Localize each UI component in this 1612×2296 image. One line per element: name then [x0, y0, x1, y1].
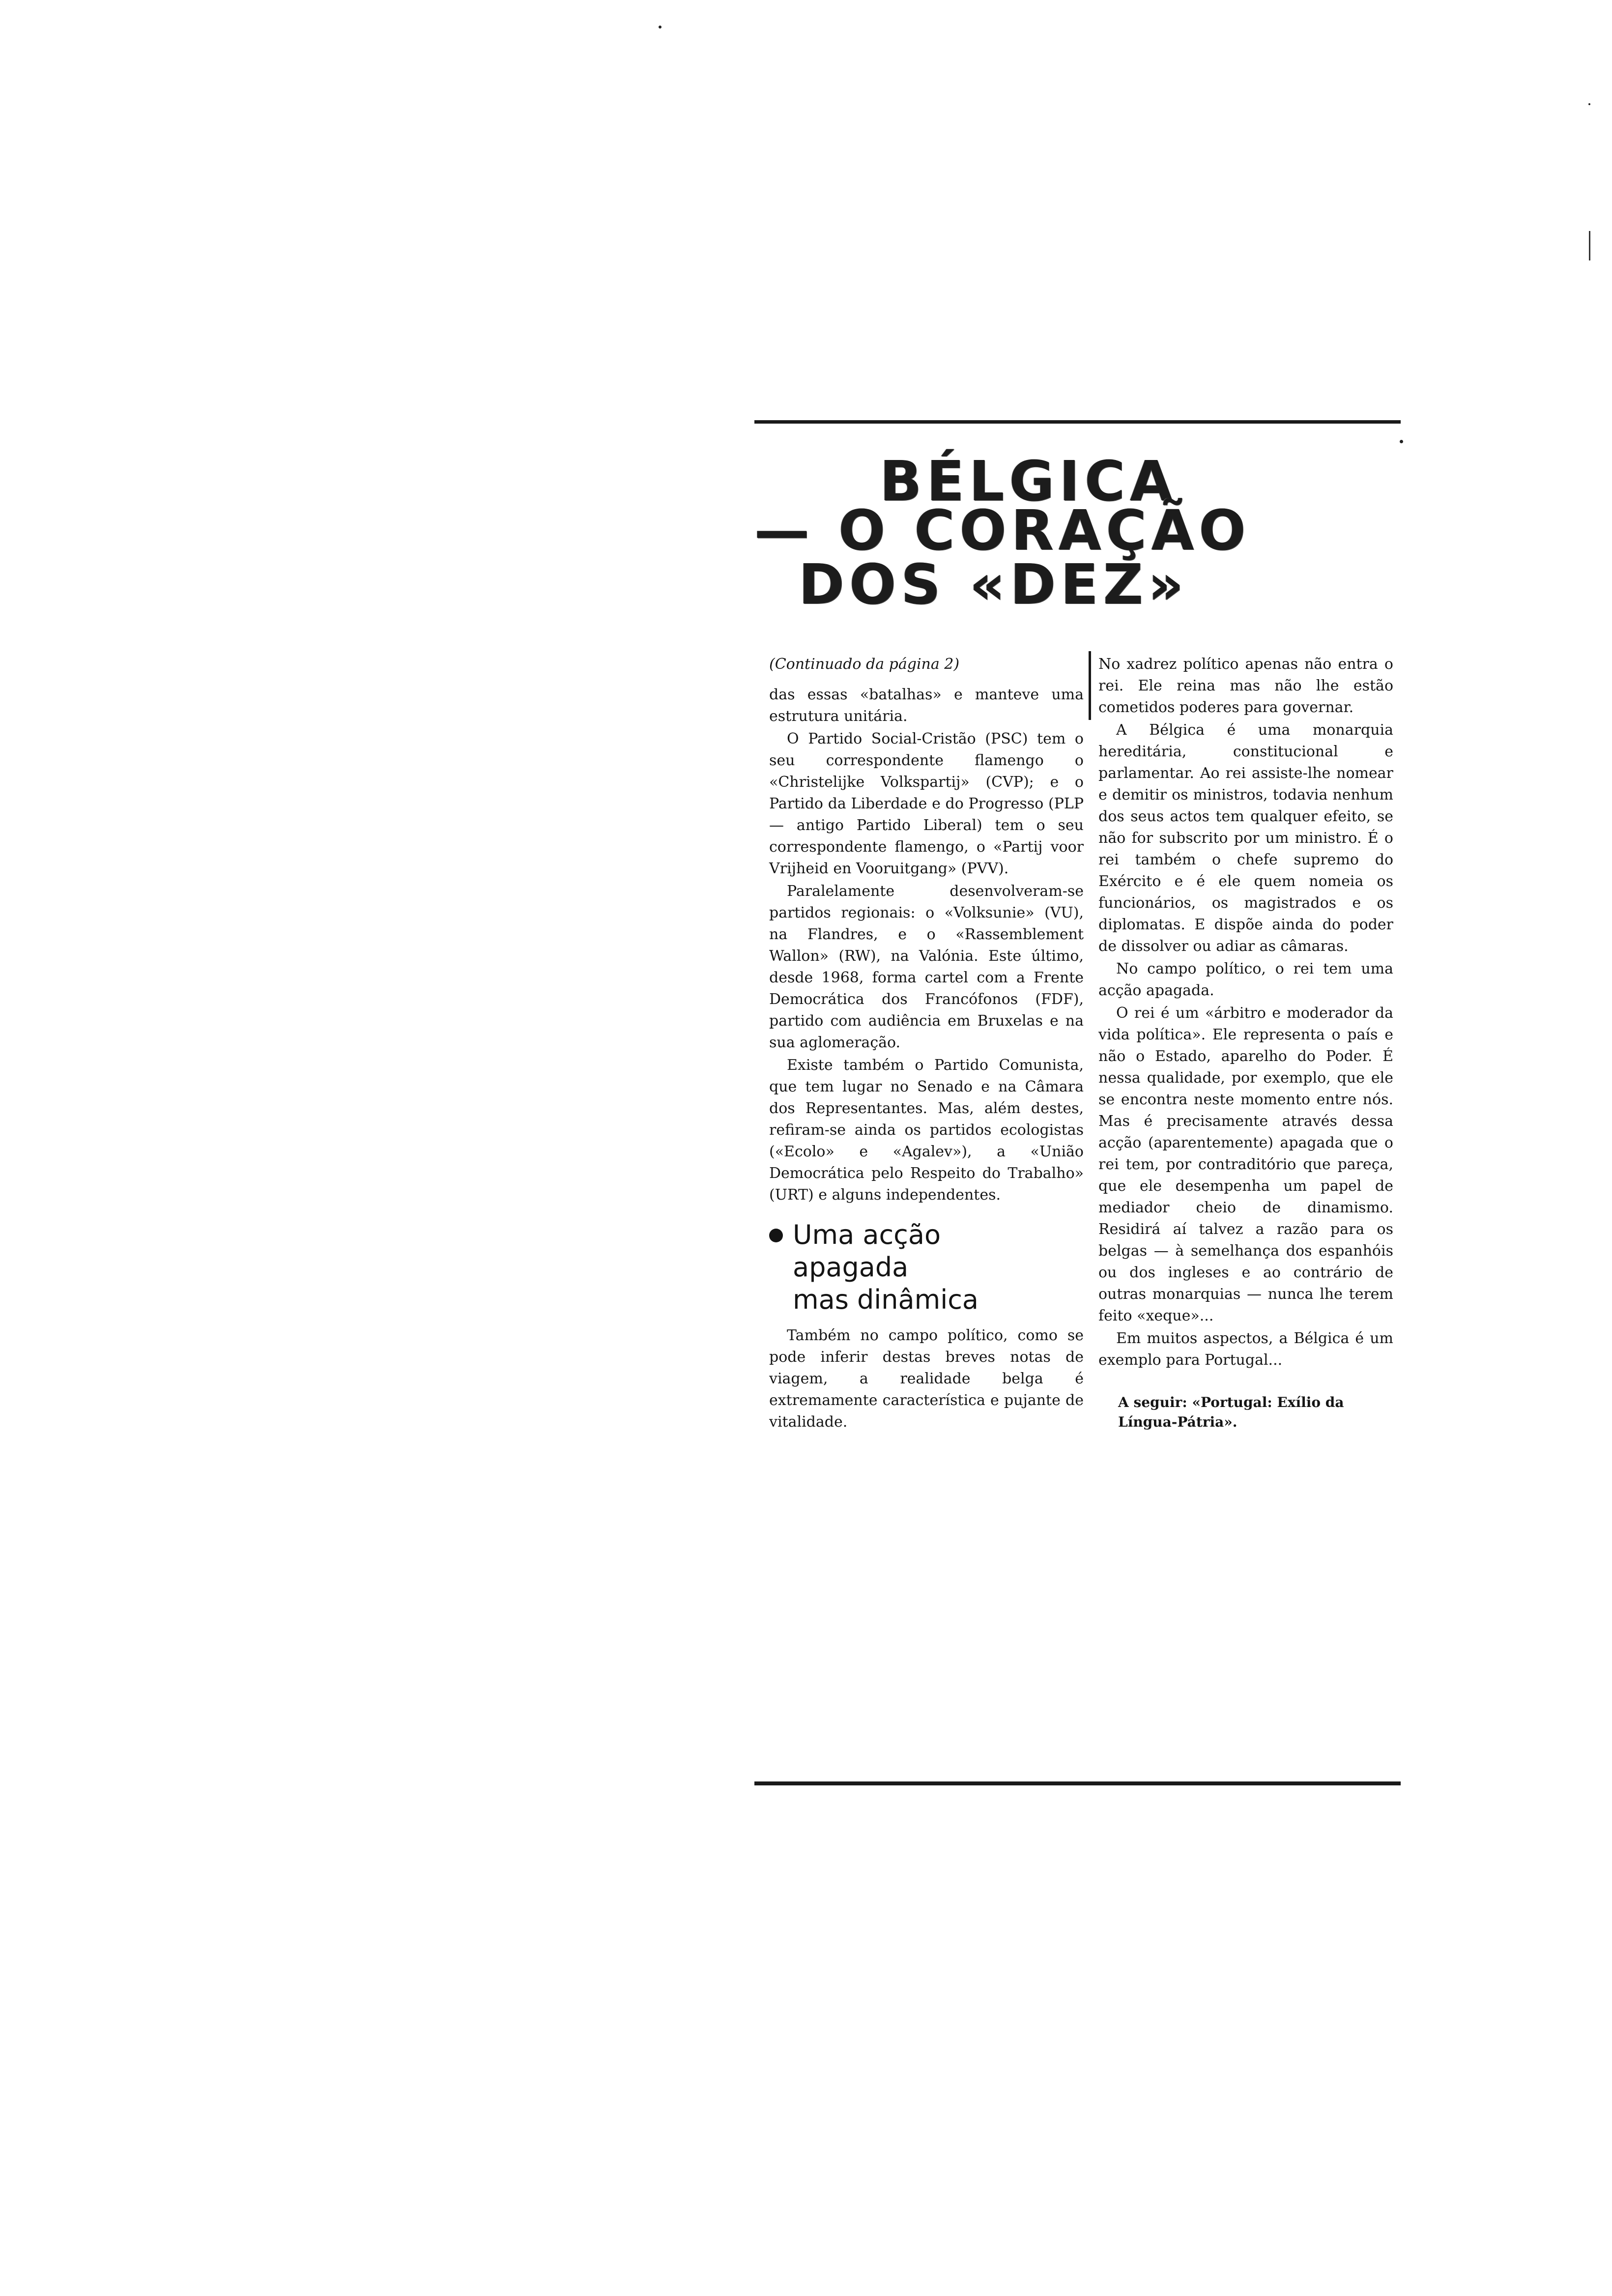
bullet-icon [769, 1229, 783, 1242]
paragraph: Em muitos aspectos, a Bélgica é um exemplo para Portugal... [1098, 1330, 1393, 1369]
headline-line-2: — O CORAÇÃO [754, 499, 1251, 563]
subheading-line-1: Uma acção [793, 1219, 941, 1250]
paragraph: Paralelamente desenvolveram-se partidos regionais: o «Volksunie» (VU), na Flandres, e o «Rassemblement Wallon» (RW), na Valónia. Este último, desde 1968, forma cartel com a Frente Democrática dos Francófonos (FDF), partido com audiência em Bruxelas e na sua aglomeração. [769, 883, 1084, 1051]
subheading-line-2: apagada [793, 1252, 909, 1283]
paragraph: No campo político, o rei tem uma acção apagada. [1098, 960, 1393, 999]
subheading-line-3: mas dinâmica [793, 1284, 979, 1315]
scan-speck [1588, 103, 1590, 105]
headline-line-3: DOS «DEZ» [799, 553, 1189, 617]
subheading [769, 1219, 1084, 1316]
paragraph: Existe também o Partido Comunista, que tem lugar no Senado e na Câmara dos Representantes. Mas, além destes, refiram-se ainda os partidos ecologistas («Ecolo» e «Agalev»), a «União Democrática pelo Respeito do Trabalho» (URT) e alguns independentes. [769, 1057, 1084, 1204]
paragraph: O Partido Social-Cristão (PSC) tem o seu correspondente flamengo o «Christelijke Volkspartij» (CVP); e o Partido da Liberdade e do Progresso (PLP — antigo Partido Liberal) tem o seu correspondente flamengo, o «Partij voor Vrijheid en Vooruitgang» (PVV). [769, 730, 1084, 877]
scan-speck [659, 26, 662, 29]
paragraph: Também no campo político, como se pode inferir destas breves notas de viagem, a realidade belga é extremamente característica e pujante de vitalidade. [769, 1327, 1084, 1431]
continued-note: (Continuado da página 2) [769, 656, 960, 673]
paragraph: das essas «batalhas» e manteve uma estrutura unitária. [769, 686, 1084, 725]
scan-edge-mark [1589, 231, 1590, 260]
newspaper-clipping [754, 420, 1401, 1786]
left-column [769, 654, 1084, 1434]
paragraph: O rei é um «árbitro e moderador da vida política». Ele representa o país e não o Estado, aparelho do Poder. É nessa qualidade, por exemplo, que ele se encontra neste momento entre nós. Mas é precisamente através dessa acção (aparentemente) apagada que o rei tem, por contraditório que pareça, que ele desempenha um papel de mediador cheio de dinamismo. Residirá aí talvez a razão para os belgas — à semelhança dos espanhóis ou dos ingleses e ao contrário de outras monarquias — nunca lhe terem feito «xeque»... [1098, 1004, 1393, 1324]
paragraph: No xadrez político apenas não entra o rei. Ele reina mas não lhe estão cometidos poderes para governar. [1098, 656, 1393, 716]
next-article-note: A seguir: «Portugal: Exílio da Língua-Pátria». [1118, 1394, 1344, 1430]
bottom-rule [754, 1781, 1401, 1785]
headline-line-1: BÉLGICA [880, 450, 1178, 514]
top-rule [754, 420, 1401, 424]
paragraph: A Bélgica é uma monarquia hereditária, constitucional e parlamentar. Ao rei assiste-lhe nomear e demitir os ministros, todavia nenhum dos seus actos tem qualquer efeito, se não for subscrito por um ministro. É o rei também o chefe supremo do Exército e é ele quem nomeia os funcionários, os magistrados e os diplomatas. E dispõe ainda do poder de dissolver ou adiar as câmaras. [1098, 721, 1393, 955]
right-column [1098, 654, 1393, 1446]
headline [754, 450, 1401, 617]
column-divider [1089, 651, 1091, 720]
